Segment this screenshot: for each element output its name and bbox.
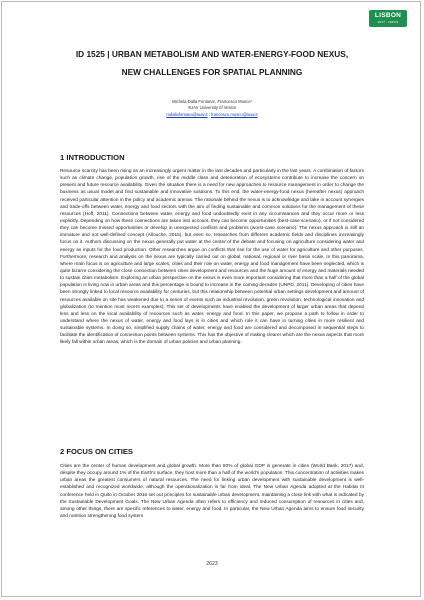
email-link-1[interactable]: mdallafontana@iuav.it — [166, 112, 208, 117]
section-body-introduction: Resource scarcity has been rising as an increasingly urgent matter in the last decades and particularly in the last years. A combination of factors such as climate change, population growth, rise of the middle class and deterioration of ecosystems contribute to increase the concern on present and future resource availability. Given the situation there is a need for new approaches to resource management in order to change the business as usual model and find sustainable and innovative solutions. To this end, the water-energy-food nexus (hereafter nexus) approach received particular attention in the policy and academic arenas. The rationale behind the nexus is to acknowledge and take in account synergies and trade-offs between water, energy and food sectors with the aim of finding sustainable and common solutions for the management of these resources (Hoff, 2011). Connections between water, energy and food undoubtedly exist in any circumstances and they occur more or less explicitly. Depending on how these connections are taken into account, they can become opportunities (best-case scenario), or if not considered they can become missed opportunities or develop in unexpected conflicts and problems (worst-case scenario). The nexus approach is still an immature and not well-defined concept (Allouche, 2015), but even so, researches from different academic fields and disciplines increasingly focus on it. Authors discussing on the nexus generally put water at the center of the debate and focusing on agriculture considering water and energy as inputs for the food production. Other researches argue on conflicts that rise for the use of water for agriculture and other purposes. Furthermore, research and analysis on the nexus are typically carried out on global, national, regional or river basin scale. In this panorama, where main focus is on agriculture and large scales, cities and their role on water, energy and food management have been neglected, which is quite bizarre considering the close connection between cities development and resources and the huge amount of energy and materials needed to sustain cities metabolism. Exploring an urban perspective on the nexus is even more important considering that more than a half of the global population is living now in urban areas and this percentage is bound to increase in the coming decades (UNPD, 2011). Developing of cities have been strongly linked to local resource availability for centuries, but this relationship between potential urban settings development and amount of resources available on site has weakened due to a series of events such as industrial revolution, green revolution, technological innovation and globalization (to mention most recent examples). This set of developments have enabled the development of larger urban areas that depend less and less on the local availability of resources such as water, energy and food. In this paper, we propose a path to follow in order to understand where the nexus of water, energy and food lays is in cities and which role it can have in turning cities in more resilient and sustainable systems. In doing so, simplified supply chains of water, energy and food are considered and decomposed in sequential steps to facilitate the identification of connection points between systems. This has the objective of making clearer which are the nexus aspects that more likely fall within urban areas, which is the domain of urban policies and urban planning. — [60, 169, 364, 346]
logo-sub-text: 2017 · ISPUS — [377, 19, 399, 24]
email-link-2[interactable]: francesco.musco@iuav.it — [211, 112, 258, 117]
page-number: 2623 — [206, 561, 218, 567]
conference-logo — [369, 10, 407, 27]
author-emails — [0, 112, 424, 118]
paper-authors: Michela Dalla Fontana¹, Francesco Musco¹ — [172, 99, 252, 104]
logo-main-text: LISBON — [374, 12, 402, 20]
paper-title-line-1: ID 1525 | URBAN METABOLISM AND WATER-ENERGY-FOOD NEXUS, — [75, 49, 349, 59]
section-heading-introduction: 1 INTRODUCTION — [60, 153, 125, 162]
paper-affiliation: ¹IUAV University of Venice — [187, 105, 237, 110]
email-separator: ; — [207, 112, 212, 117]
section-heading-focus-on-cities: 2 FOCUS ON CITIES — [60, 447, 133, 456]
paper-title-line-2: NEW CHALLENGES FOR SPATIAL PLANNING — [121, 67, 303, 77]
section-body-focus-on-cities: Cities are the center of human development and global growth. More than 80% of global GDP is generate in cities (World Bank, 2017) and, despite they occupy around 1% of the Earth's surface, they host more than a half of the world's population. This concentration of activities makes urban areas the greatest consumers of natural resources. The need for linking urban development with sustainable development is well-established and recognized worldwide, although the operationalization is far from ideal. The New Urban Agenda adopted at the Habitat III conference held in Quito in October 2016 set out principles for sustainable urban development, maintaining a close link with what is indicated by the Sustainable Development Goals. The New Urban Agenda often refers to efficiency and reduced consumption of resources in cities and, among other things, there are specific references to water, energy and food. In particular, the New Urban Agenda aims to ensure food security and nutrition strengthening food system — [60, 464, 364, 519]
